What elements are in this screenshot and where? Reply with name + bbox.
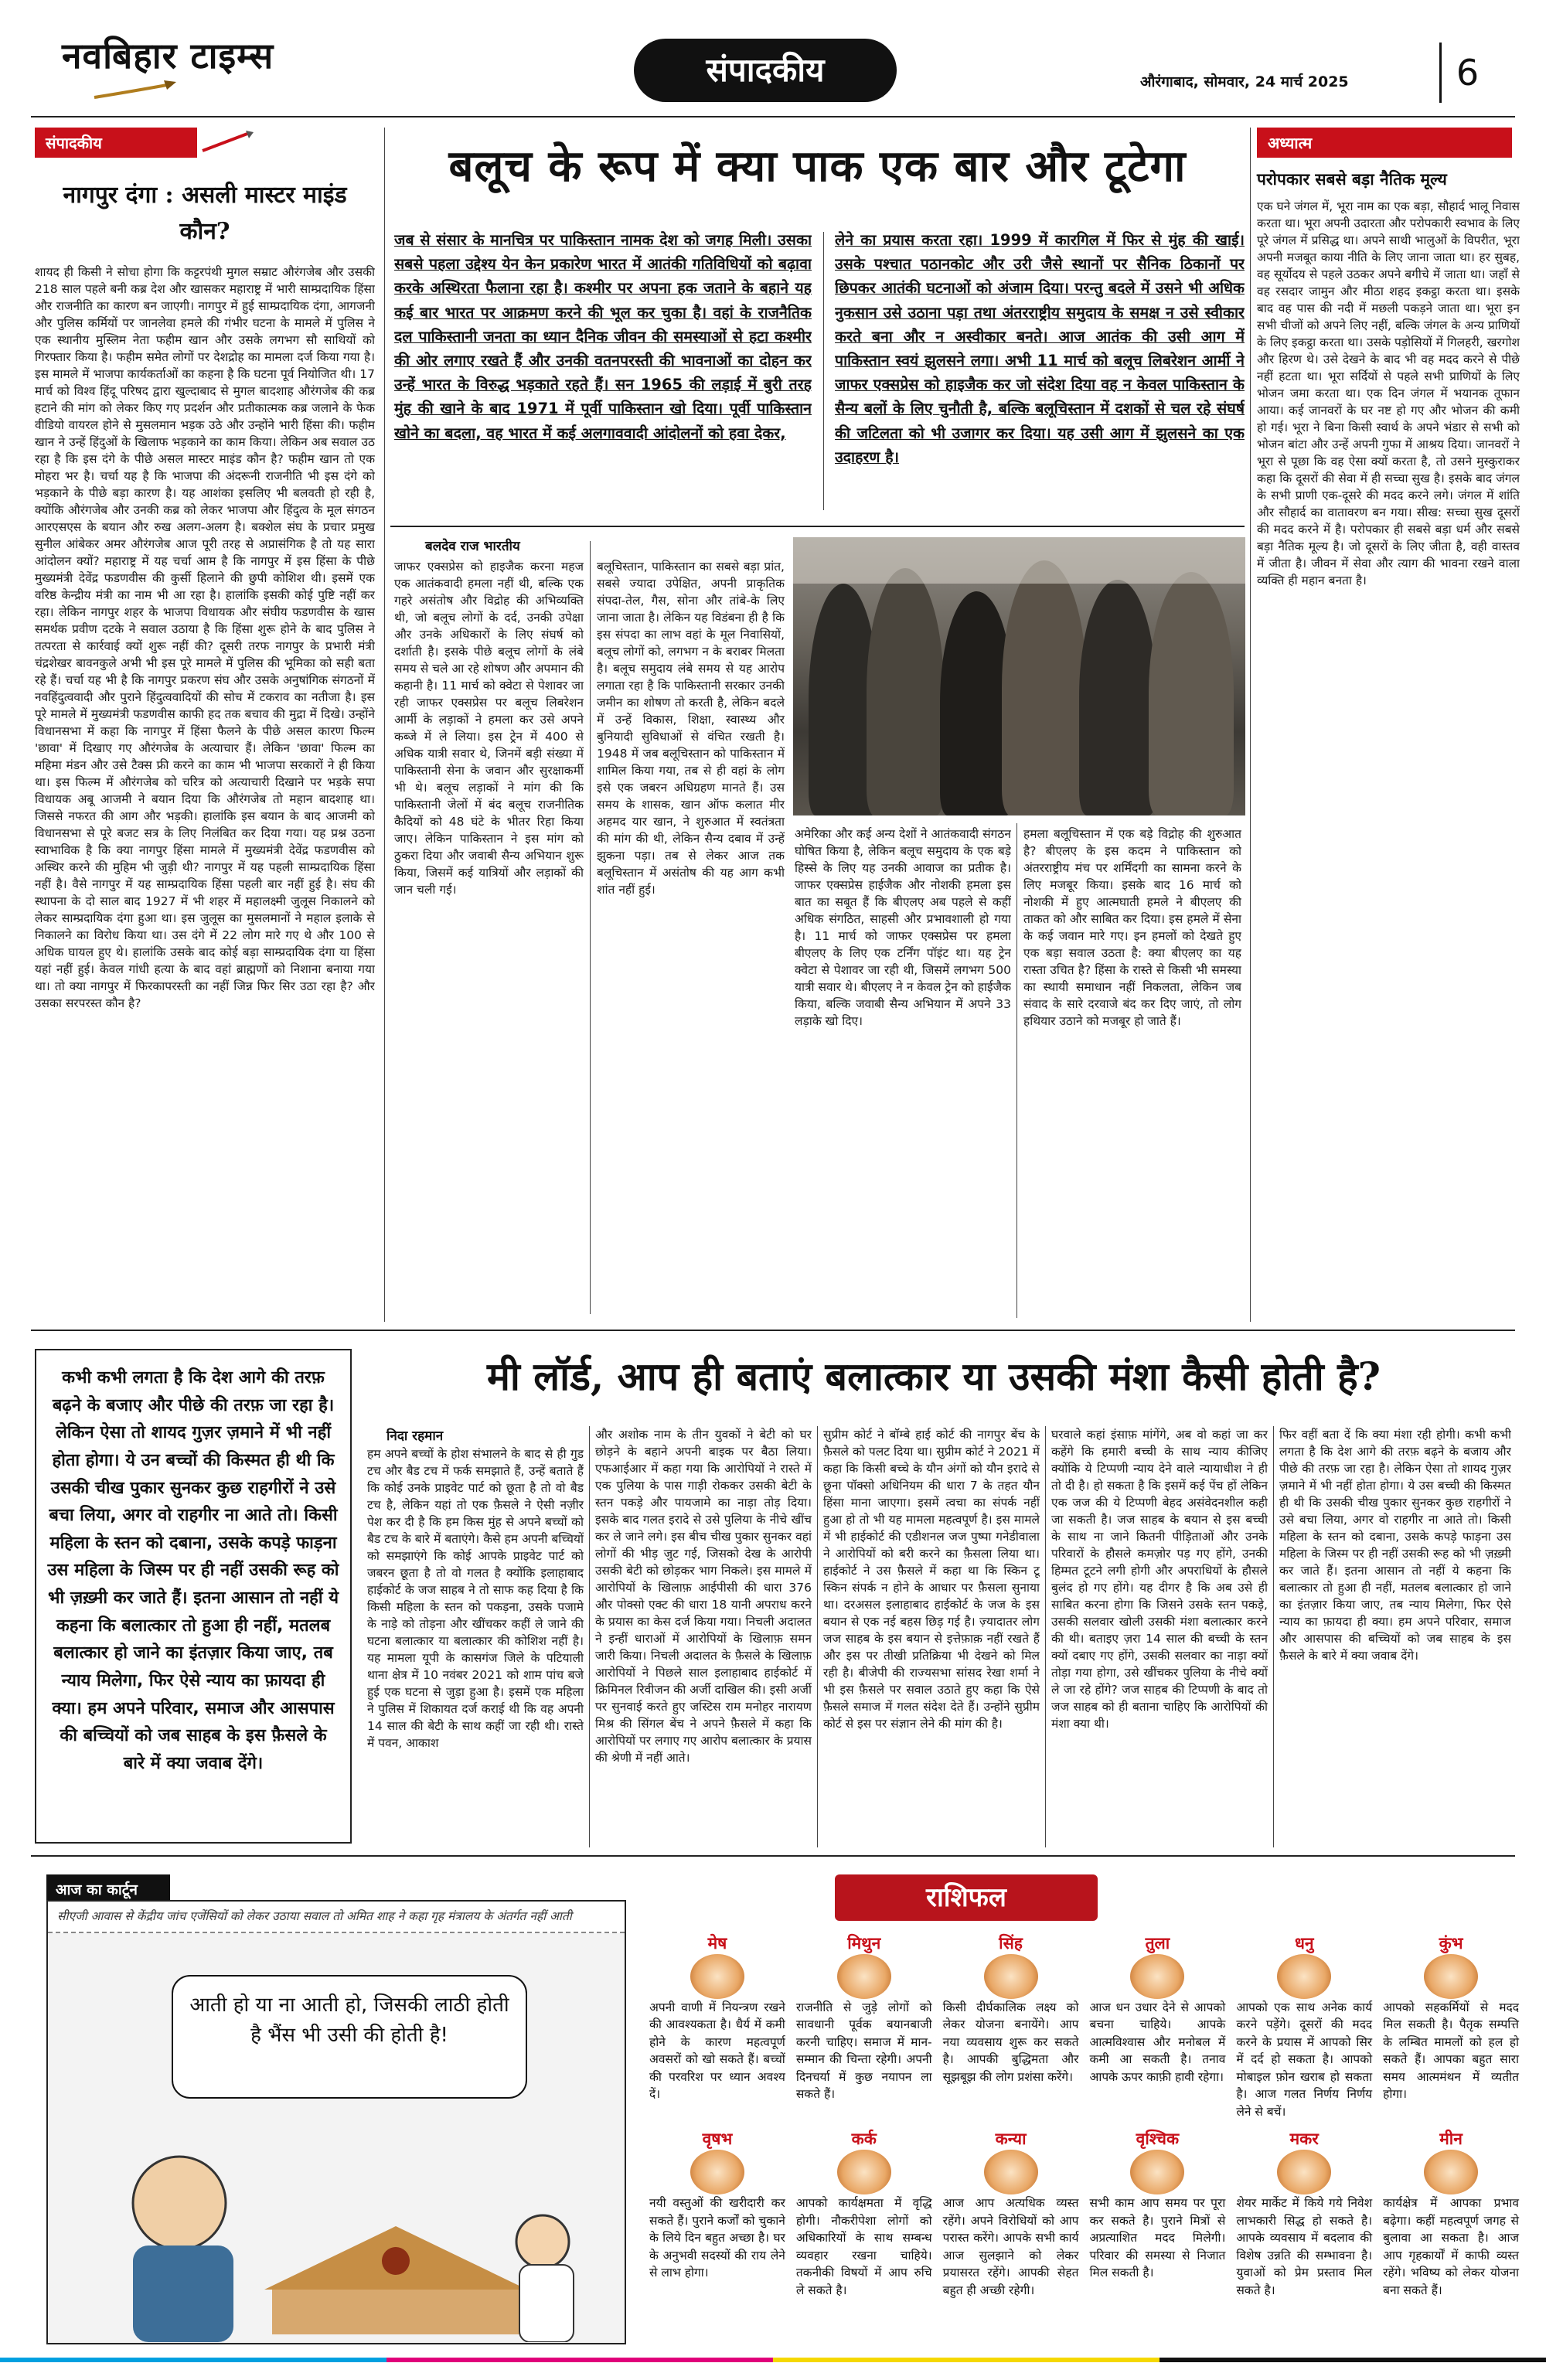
cartoon-panel [46,1900,626,2344]
column-divider [817,1426,818,1847]
rashi-dhanu: धनु आपको एक साथ अनेक कार्य करने पड़ेंगे। दूसरों की मदद करने के प्रयास में आपको सिर में दर्द हो सकता है। आपको मोबाइल फ़ोन खराब हो सकता है। आज गलत निर्णय निर्णय लेने से बचें। [1236,1934,1373,2119]
lead-col-c: अमेरिका और कई अन्य देशों ने आतंकवादी संगठन घोषित किया है, लेकिन बलूच समुदाय के एक बड़े हिस्से के लिए यह उनकी आवाज का प्रतीक है। जाफर एक्सप्रेस हाईजैक और नोशकी हमला इस बात का सबूत हैं कि बीएलए अब पहले से कहीं अधिक संगठित, साहसी और प्रभावशाली हो गया है। 11 मार्च को जाफर एक्सप्रेस पर हमला बीएलए के लिए एक टर्निंग पॉइंट था। यह ट्रेन क्वेटा से पेशावर जा रही थी, जिसमें लगभग 500 यात्री सवार थे। बीएलए ने न केवल ट्रेन को हाईजैक किया, बल्कि जवाबी सैन्य अभियान में अपने 33 लड़ाके खो दिए। [795,827,1011,1028]
rashi-tula: तुला आज धन उधार देने से आपको बचना चाहिये। आपके आत्मविश्वास और मनोबल में कमी आ सकती है। तनाव आपके ऊपर काफ़ी हावी रहेगा। [1089,1934,1226,2084]
adhyatma-headline: परोपकार सबसे बड़ा नैतिक मूल्य [1257,169,1447,189]
second-col-b: और अशोक नाम के तीन युवकों ने बेटी को घर छोड़ने के बहाने अपनी बाइक पर बैठा लिया। एफआईआर में कहा गया कि आरोपियों ने रास्ते में एक पुलिया के पास गाड़ी रोककर उसकी बेटी के स्तन पकड़े और पायजामे का नाड़ा तोड़ दिया। इसके बाद गलत इरादे से उसे पुलिया के नीचे खींच कर ले जाने लगे। इस बीच चीख पुकार सुनकर वहां लोगों की भीड़ जुट गई, जिसको देख के आरोपी उसकी बेटी को छोड़कर भाग निकले। इस मामले में आरोपियों के खिलाफ़ आईपीसी की धारा 376 और पोक्सो एक्ट की धारा 18 यानी अपराध करने के प्रयास का केस दर्ज किया गया। निचली अदालत ने इन्हीं धाराओं में आरोपियों के खिलाफ़ समन जारी किया। निचली अदालत के फ़ैसले के खिलाफ़ आरोपियों ने पिछले साल इलाहाबाद हाईकोर्ट में क्रिमिनल रिवीजन की अर्जी दाखिल की। इसी अर्जी पर सुनवाई करते हुए जस्टिस राम मनोहर नारायण मिश्र की सिंगल बेंच ने अपने फ़ैसले में कहा कि आरोपियों पर लगाए गए आरोप बलात्कार के प्रयास की श्रेणी में नहीं आते। [595,1428,812,1765]
speech-bubble: आती हो या ना आती हो, जिसकी लाठी होती है भैंस भी उसी की होती है! [172,1975,527,2099]
column-divider [590,541,591,1314]
editorial-headline: नागपुर दंगा : असली मास्टर माइंड कौन? [63,182,347,245]
pullquote-box [35,1349,352,1844]
second-col-e: फिर वहीं बता दें कि क्या मंशा रही होगी। कभी कभी लगता है कि देश आगे की तरफ़ बढ़ने के बजाय और पीछे की तरफ़ जा रहा है। लेकिन ऐसा तो शायद गुज़र ज़माने में भी नहीं होता होगा। ये उस बच्ची की किस्मत ही थी कि उसकी चीख पुकार सुनकर कुछ राहगीरों ने उसे बचा लिया, अगर वो राहगीर ना आते तो। किसी महिला के स्तन को दबाना, उसके कपड़े फाड़ना उस महिला के जिस्म पर ही नहीं उसकी रूह को भी ज़ख़्मी कर जाते हैं। इतना आसान तो नहीं ये कहना कि बलात्कार तो हुआ ही नहीं, मतलब बलात्कार हो जाने का इंतज़ार किया जाए, तब न्याय मिलेगा, फिर ऐसे न्याय का फ़ायदा ही क्या। हम अपने परिवार, समाज और आसपास की बच्चियों को जब साहब के इस फ़ैसले के बारे में क्या जवाब देंगे। [1279,1428,1511,1663]
rashi-singh: सिंह किसी दीर्घकालिक लक्ष्य को लेकर योजना बनायेंगे। आप नया व्यवसाय शुरू कर सकते है। आपकी बुद्धिमता और सूझबूझ की लोग प्रशंसा करेंगे। [942,1934,1079,2084]
column-divider [384,128,385,1322]
column-divider [589,1426,590,1847]
archer-icon [1277,1954,1331,1999]
rashi-kumbh: कुंभ आपको सहकर्मियों से मदद मिल सकती है। पैतृक सम्पत्ति के लम्बित मामलों को हल हो सकते हैं। आपका बहुत सारा समय आत्ममंथन में व्यतीत होगा। [1383,1934,1519,2102]
second-byline: निदा रहमान [386,1428,444,1444]
crab-icon [837,2150,891,2194]
pullquote: कभी कभी लगता है कि देश आगे की तरफ़ बढ़ने के बजाए और पीछे की तरफ़ जा रहा है। लेकिन ऐसा तो शायद गुज़र ज़माने में भी नहीं होता होगा। ये उन बच्चों की किस्मत ही थी कि उसकी चीख पुकार सुनकर कुछ राहगीरों ने उसे बचा लिया, अगर वो राहगीर ना आते तो। किसी महिला के स्तन को दबाना, उसके कपड़े फाड़ना उस महिला के जिस्म पर ही नहीं उसकी रूह को भी ज़ख़्मी कर जाते हैं। इतना आसान तो नहीं ये कहना कि बलात्कार तो हुआ ही नहीं, मतलब बलात्कार हो जाने का इंतज़ार किया जाए, तब न्याय मिलेगा, फिर ऐसे न्याय का फ़ायदा ही क्या। हम अपने परिवार, समाज और आसपास की बच्चियों को जब साहब के इस फ़ैसले के बारे में क्या जवाब देंगे। [47,1368,339,1773]
adhyatma-column [1257,128,1520,1322]
page-number: 6 [1439,43,1493,103]
intro-rule [390,526,1245,527]
masthead-rule [31,116,1515,117]
column-divider [1250,128,1251,1322]
cartoon-illustration [71,2110,604,2342]
editorial-column [35,128,375,1326]
second-col-d: घरवाले कहां इंसाफ़ मांगेंगे, अब वो कहां जा कर कहेंगे कि हमारी बच्ची के साथ न्याय कीजिए क्योंकि ये टिप्पणी न्याय देने वाले न्यायाधीश ने ही तो दी है। हो सकता है कि इसमें कई पेंच हों लेकिन एक जज की ये टिप्पणी बेहद असंवेदनशील कही जा सकती है। जज साहब के बयान से इस बच्ची के साथ ना जाने कितनी पीड़िताओं और उनके परिवारों के हौसले कमज़ोर पड़ गए होंगे, उनकी हिम्मत टूटने लगी होगी और अपराधियों के हौसले बुलंद हो गए होंगे। यह दीगर है कि अब उसे ही साबित करना होगा कि जिसने उसके स्तन पकड़े, उसकी सलवार खोली उसकी मंशा बलात्कार करने की थी। बताइए ज़रा 14 साल की बच्ची के स्तन क्यों दबाए गए होंगे, उसकी सलवार का नाड़ा क्यों तोड़ा गया होगा, उसे खींचकर पुलिया के नीचे क्यों ले जा रहे होंगे? जज साहब की टिप्पणी के बाद तो जज साहब को ही बताना चाहिए कि आरोपियों की मंशा क्या थी। [1051,1428,1268,1731]
lion-icon [984,1954,1038,1999]
lead-intro-right: लेने का प्रयास करता रहा। 1999 में कारगिल में फिर से मुंह की खाई। उसके पश्चात पठानकोट और उरी जैसे स्थानों पर सैनिक ठिकानों पर छिपकर आतंकी घटनाओं को अंजाम दिया। परन्तु बदले में उसने भी अधिक नुकसान उसे उठाना पड़ा तथा अंतरराष्ट्रीय समुदाय के समक्ष न उसे स्वीकार करते बना और न अस्वीकार बनते। आज आतंक की उसी आग में पाकिस्तान स्वयं झुलसने लगा। अभी 11 मार्च को बलूच लिबरेशन आर्मी ने जाफर एक्सप्रेस को हाइजैक कर जो संदेश दिया वह न केवल पाकिस्तान के सैन्य बलों के लिए चुनौती है, बल्कि बलूचिस्तान में दशकों से चल रहे संघर्ष की जटिलता को भी उजागर कर दिया। यह उसी आग में झुलसने का एक उदाहरण है। [835,231,1245,466]
section-banner: संपादकीय [634,39,897,102]
brand-name: नवबिहार टाइम्स [62,35,274,77]
editorial-body: शायद ही किसी ने सोचा होगा कि कट्टरपंथी मुगल सम्राट औरंगजेब और उसकी 218 साल पहले बनी कब्र देश और खासकर महाराष्ट्र में भारी साम्प्रदायिक हिंसा और राजनीति का कारण बन जाएगी। नागपुर में हुई साम्प्रदायिक दंगा, आगजनी और पुलिस कर्मियों पर जानलेवा हमले की गंभीर घटना के मामले में पुलिस ने एक स्थानीय मुस्लिम नेता फहीम खान और उसके लगभग सौ साथियों को गिरफ्तार किया है। फहीम समेत लोगों पर देशद्रोह का मामला दर्ज किया गया है। इस मामले में भाजपा कार्यकर्ताओं का कहना है कि घटना पूर्व नियोजित थी। 17 मार्च को विश्व हिंदू परिषद द्वारा खुल्दाबाद से मुगल बादशाह औरंगजेब की कब्र हटाने की मांग को लेकर किए गए प्रदर्शन और प्रतीकात्मक कब्र जलाने के फेक वीडियो वायरल होने से मुसलमान भड़क उठे और उन्होंने भारी हिंसा की। फहीम खान ने उन्हें हिंदुओं के खिलाफ भड़काने का काम किया। लेकिन अब सवाल उठ रहा है कि इस दंगे के पीछे असल मास्टर माइंड कौन है? फहीम खान तो एक मोहरा भर है। चर्चा यह है कि भाजपा की अंदरूनी राजनीति भी इस दंगे को भड़काने के पीछे बड़ा कारण है। यह आशंका इसलिए भी बलवती हो रही है, क्योंकि औरंगजेब और उनकी कब्र को लेकर भाजपा और हिंदुत्व के मूल संगठन आरएसएस के बयान और रुख अलग-अलग है। बक्शेल संघ के प्रचार प्रमुख सुनील आंबेकर अमर औरंगजेब आज पूरी तरह से अप्रासंगिक है तो यह सारा आंदोलन क्यों? महाराष्ट्र में यह चर्चा आम है कि नागपुर में इस हिंसा के पीछे मुख्यमंत्री देवेंद्र फडणवीस की कुर्सी हिलाने की छुपी कोशिश थी। इसमें एक वरिष्ठ केन्द्रीय मंत्री का नाम भी आ रहा है। हालांकि इसकी कोई पुष्टि नहीं कर रहा। लेकिन नागपुर शहर के भाजपा विधायक और संघीय फडणवीस के खास समर्थक प्रवीण दटके ने सवाल उठाया है कि हिंसा शुरू होने के बाद पुलिस ने तत्परता से कार्रवाई क्यों शुरू नहीं की? दूसरी तरफ नागपुर के प्रभारी मंत्री चंद्रशेखर बावनकुले अभी भी इस पूरे मामले में पुलिस की भूमिका को सही बता रहे हैं। चर्चा यह भी है कि नागपुर प्रकरण संघ और उसके अनुषांगिक संगठनों में नवहिंदुत्ववादी और पुराने हिंदुत्ववादियों की सोच में टकराव का नतीजा है। इस पूरे मामले में मुख्यमंत्री फडणवीस काफी हद तक बचाव की मुद्रा में दिखे। उन्होंने विधानसभा में कहा कि नागपुर में हिंसा फैलने के पीछे असल कारण फिल्म 'छावा' में दिखाए गए औरंगजेब के अत्याचार हैं। लेकिन 'छावा' फिल्म का महिमा मंडन और उसे टैक्स फ्री करने का काम भी भाजपा सरकारों ने ही किया था। इस फिल्म में औरंगजेब को चरित्र को अत्याचारी दिखाने पर भड़के सपा विधायक अबू आजमी ने बयान दिया कि औरंगजेब तो महान बादशाह था। जिससे नफरत की आग और भड़की। हालांकि इस बयान के बाद आजमी को विधानसभा से पूरे बजट सत्र के लिए निलंबित कर दिया गया। यह प्रश्न उठना स्वाभाविक है कि क्या नागपुर हिंसा मामले में मुख्यमंत्री देवेंद्र फडणवीस को अस्थिर करने की मुहिम भी जुड़ी थी? नागपुर में यह पहली साम्प्रदायिक हिंसा नहीं है। वैसे नागपुर में यह साम्प्रदायिक हिंसा पहली बार नहीं हुई है। संघ की स्थापना के दो साल बाद 1927 में भी शहर में महालक्ष्मी जुलूस निकालने को लेकर साम्प्रदायिक दंगा हुआ था। इस जुलूस का मुसलमानों ने महाल इलाके से निकालने का विरोध किया था। उस दंगे में 22 लोग मारे गए थे और 100 से अधिक घायल हुए थे। हालांकि उसके बाद कोई बड़ा साम्प्रदायिक दंगा या हिंसा यहां नहीं हुई। केवल गांधी हत्या के बाद वहां ब्राह्मणों को निशाना बनाया गया था। तो क्या नागपुर में फिरकापरस्ती का नहीं जिन्न फिर सिर उठा रहा है? और उसका सरपरस्त कौन है? [35,265,375,1010]
maiden-icon [984,2150,1038,2194]
print-color-bar [0,2358,1546,2362]
ram-icon [690,1954,744,1999]
lead-intro-left: जब से संसार के मानचित्र पर पाकिस्तान नामक देश को जगह मिली। उसका सबसे पहला उद्देश्य येन केन प्रकारेण भारत में आतंकी गतिविधियों को बढ़ावा करके अस्थिरता फैलाना रहा है। कश्मीर पर अपना हक जताने के बहाने यह कई बार भारत पर आक्रमण करने की भूल कर चुका है। वहां के राजनैतिक दल पाकिस्तानी जनता का ध्यान दैनिक जीवन की समस्याओं से हटा कश्मीर की ओर लगाए रखते हैं और उनकी वतनपरस्ती की भावनाओं का दोहन कर उन्हें भारत के विरुद्ध भड़काते रहते हैं। सन 1965 की लड़ाई में बुरी तरह मुंह की खाने के बाद 1971 में पूर्वी पाकिस्तान खो दिया। पूर्वी पाकिस्तान खोने का बदला, वह भारत में कई अलगाववादी आंदोलनों को हवा देकर, [394,231,812,442]
rashi-kanya: कन्या आज आप अत्यधिक व्यस्त रहेंगे। अपने विरोधियों को आप परास्त करेंगे। आपके सभी कार्य आज सुलझाने को लेकर प्रयासरत रहेंगे। आपकी सेहत बहुत ही अच्छी रहेगी। [942,2130,1079,2297]
scales-icon [1130,1954,1184,1999]
second-col-c: सुप्रीम कोर्ट ने बॉम्बे हाई कोर्ट की नागपुर बेंच के फ़ैसले को पलट दिया था। सुप्रीम कोर्ट ने 2021 में कहा कि किसी बच्चे के यौन अंगों को यौन इरादे से छूना पॉक्सो अधिनियम की धारा 7 के तहत यौन हिंसा माना जाएगा। इसमें त्वचा का संपर्क नहीं हुआ हो तो भी यह मामला महत्वपूर्ण है। इस मामले में भी हाईकोर्ट की एडीशनल जज पुष्पा गनेडीवाला ने आरोपियों को बरी करने का फ़ैसला लिया था। हाईकोर्ट ने उस फ़ैसले में कहा था कि स्किन टू स्किन संपर्क न होने के आधार पर फ़ैसला सुनाया था। दरअसल इलाहाबाद हाईकोर्ट के जज के इस बयान से एक नई बहस छिड़ गई है। ज़्यादातर लोग जज साहब के इस बयान से इत्तेफ़ाक़ नहीं रखते हैं और इस पर तीखी प्रतिक्रिया भी देखने को मिल रही है। बीजेपी की राज्यसभा सांसद रेखा शर्मा ने भी इस फ़ैसले पर सवाल उठाते हुए कहा कि ऐसे फ़ैसले समाज में गलत संदेश देते हैं। उन्होंने सुप्रीम कोर्ट से इस पर संज्ञान लेने की मांग की है। [823,1428,1040,1731]
column-divider [1273,1426,1274,1847]
lead-byline: बलदेव राज भारतीय [425,539,520,554]
rashifal-title: राशिफल [835,1874,1098,1921]
adhyatma-body: एक घने जंगल में, भूरा नाम का एक बड़ा, सौहार्द भालू निवास करता था। भूरा अपनी उदारता और परोपकारी स्वभाव के लिए पूरे जंगल में प्रसिद्ध था। अपने साथी भालुओं के विपरीत, भूरा अपनी मजबूत काया नीति के लिए जाना जाता था। हर सुबह, वह सूर्योदय से पहले उठकर अपने बगीचे में जाता था। जहाँ से वह रसदार जामुन और मीठा शहद इकट्ठा करता था। इसके बाद वह पास की नदी में मछली पकड़ने जाता था। भूरा इन सभी चीजों को अपने लिए नहीं, बल्कि जंगल के अन्य प्राणियों के लिए इकट्ठा करता था। उसके पड़ोसियों में गिलहरी, खरगोश और हिरण थे। उसे देखने के बाद भी वह मदद करने से पीछे नहीं हटता था। भूरा सर्दियों से पहले सभी प्राणियों के लिए भोजन जमा करता था। एक दिन जंगल में भयानक तूफान आया। कई जानवरों के घर नष्ट हो गए और भोजन की कमी हो गई। भूरा ने बिना किसी स्वार्थ के अपने भंडार से सभी को भोजन बांटा और उन्हें अपनी गुफा में आश्रय दिया। जानवरों ने भूरा से पूछा कि वह ऐसा क्यों करता है, तो उसने मुस्कुराकर कहा कि दूसरों की सेवा में ही सच्चा सुख है। इसके बाद जंगल के सभी प्राणी एक-दूसरे की मदद करने लगे। जंगल में शांति और सौहार्द का वातावरण बन गया। सीख: सच्चा सुख दूसरों की मदद करने में है। परोपकार ही सबसे बड़ा धर्म और सबसे बड़ा नैतिक मूल्य है। जो दूसरों के लिए जीता है, वही वास्तव में जीता है। जीवन में सेवा और त्याग की भावना रखने वाला व्यक्ति ही महान बनता है। [1257,199,1520,587]
lead-headline: बलूच के रूप में क्या पाक एक बार और टूटेगा [448,141,1187,192]
section-rule [31,1855,1515,1857]
rashi-meen: मीन कार्यक्षेत्र में आपका प्रभाव बढ़ेगा। कहीं महत्वपूर्ण जगह से बुलावा आ सकता है। आज आप गृहकार्यों में काफी व्यस्त रहेंगे। भविष्य को लेकर योजना बना सकते हैं। [1383,2130,1519,2297]
bull-icon [690,2150,744,2194]
goat-icon [1277,2150,1331,2194]
fish-icon [1424,2150,1478,2194]
lead-col-b: बलूचिस्तान, पाकिस्तान का सबसे बड़ा प्रांत, सबसे ज्यादा उपेक्षित, अपनी प्राकृतिक संपदा-तेल, गैस, सोना और तांबे-के लिए जाना जाता है। लेकिन यह विडंबना ही है कि इस संपदा का लाभ वहां के मूल निवासियों, बलूच लोगों को, लगभग न के बराबर मिलता है। बलूच समुदाय लंबे समय से यह आरोप लगाता रहा है कि पाकिस्तानी सरकार उनकी जमीन का शोषण तो करती है, लेकिन बदले में उन्हें विकास, शिक्षा, स्वास्थ्य और बुनियादी सुविधाओं से वंचित रखती है। 1948 में जब बलूचिस्तान को पाकिस्तान में शामिल किया गया, तब से ही वहां के लोग इसे एक जबरन अधिग्रहण मानते हैं। उस समय के शासक, खान ऑफ कलात मीर अहमद यार खान, ने शुरुआत में स्वतंत्रता की मांग की थी, लेकिन सैन्य दबाव में उन्हें झुकना पड़ा। तब से लेकर आज तक बलूचिस्तान में असंतोष की यह आग कभी शांत नहीं हुई। [597,560,785,897]
pen-icon [201,129,255,155]
section-rule [31,1330,1515,1331]
water-pot-icon [1424,1954,1478,1999]
adhyatma-tab: अध्यात्म [1257,128,1512,158]
rashi-makar: मकर शेयर मार्केट में किये गये निवेश लाभकारी सिद्ध हो सकते है। आपके व्यवसाय में बदलाव की विशेष उन्नति की सम्भावना है। युवाओं को प्रेम प्रस्ताव मिल सकते है। [1236,2130,1373,2297]
dateline: औरंगाबाद, सोमवार, 24 मार्च 2025 [1140,73,1349,90]
intro-divider [823,232,824,510]
scorpion-icon [1130,2150,1184,2194]
pen-nib-icon [93,74,178,105]
lead-col-a: जाफर एक्सप्रेस को हाइजैक करना महज एक आतंकवादी हमला नहीं थी, बल्कि एक गहरे असंतोष और विद्रोह की अभिव्यक्ति थी, जो बलूच लोगों के दर्द, उनकी उपेक्षा और उनके अधिकारों के लिए संघर्ष को दर्शाती है। इसके पीछे बलूच लोगों के लंबे समय से चले आ रहे शोषण और अपमान की कहानी है। 11 मार्च को क्वेटा से पेशावर जा रही जाफर एक्सप्रेस पर बलूच लिबरेशन आर्मी के लड़ाकों ने हमला कर उसे अपने कब्जे में ले लिया। इस ट्रेन में 400 से अधिक यात्री सवार थे, जिनमें बड़ी संख्या में पाकिस्तानी सेना के जवान और सुरक्षाकर्मी भी थे। बलूच लड़ाकों ने मांग की कि पाकिस्तानी जेलों में बंद बलूच राजनीतिक कैदियों को 48 घंटे के भीतर रिहा किया जाए। लेकिन पाकिस्तान ने इस मांग को ठुकरा दिया और जवाबी सैन्य अभियान शुरू किया, जिसमें कई यात्रियों और लड़ाकों की जान चली गई। [394,560,584,897]
rashi-mithun: मिथुन राजनीति से जुड़े लोगों को सावधानी पूर्वक बयानबाजी करनी चाहिए। समाज में मान-सम्मान की चिन्ता रहेगी। अपनी दिनचर्या में कुछ नयापन ला सकते हैं। [795,1934,932,2102]
lead-col-d: हमला बलूचिस्तान में एक बड़े विद्रोह की शुरुआत है? बीएलए के इस कदम ने पाकिस्तान को अंतरराष्ट्रीय मंच पर शर्मिंदगी का सामना करने के लिए मजबूर किया। इसके बाद 16 मार्च को नोशकी में हुए आत्मघाती हमले ने बीएलए की ताकत को और साबित कर दिया। इस हमले में सेना के कई जवान मारे गए। इन हमलों को देखते हुए एक बड़ा सवाल उठता है: क्या बीएलए का यह रास्ता उचित है? हिंसा के रास्ते से किसी भी समस्या का स्थायी समाधान नहीं निकलता, लेकिन जब संवाद के सारे दरवाजे बंद कर दिए जाएं, तो लोग हथियार उठाने को मजबूर हो जाते हैं। [1023,827,1241,1028]
second-headline: मी लॉर्ड, आप ही बताएं बलात्कार या उसकी मंशा कैसी होती है? [487,1353,1381,1399]
cartoon-caption: सीएजी आवास से केंद्रीय जांच एजेंसियों को लेकर उठाया सवाल तो अमित शाह ने कहा गृह मंत्रालय के अंतर्गत नहीं आती [48,1902,625,1933]
column-divider [1045,1426,1046,1847]
rashi-vrishchik: वृश्चिक सभी काम आप समय पर पूरा कर सकते है। पुराने मित्रों से अप्रत्याशित मदद मिलेगी। परिवार की समस्या से निजात मिल सकती है। [1089,2130,1226,2280]
rashi-kark: कर्क आपको कार्यक्षमता में वृद्धि होगी। नौकरीपेशा लोगों को अधिकारियों के साथ सम्बन्ध व्यवहार रखना चाहिये। तकनीकी विषयों में आप रुचि ले सकते है। [795,2130,932,2297]
rashi-mesh: मेष अपनी वाणी में नियन्त्रण रखने की आवश्यकता है। धैर्य में कमी होने के कारण महत्वपूर्ण अवसरों को खो सकते हैं। बच्चों की परवरिश पर ध्यान अवश्य दें। [649,1934,785,2102]
rashi-vrishabh: वृषभ नयी वस्तुओं की खरीदारी कर सकते हैं। पुराने कर्जों को चुकाने के लिये दिन बहुत अच्छा है। घर के अनुभवी सदस्यों की राय लेने से लाभ होगा। [649,2130,785,2280]
baloch-fighters-photo [793,537,1245,815]
twins-icon [837,1954,891,1999]
rashifal-grid [649,1932,1519,2350]
column-divider [1016,823,1017,1318]
cartoon-tab: आज का कार्टून [46,1874,170,1904]
second-col-a: हम अपने बच्चों के होश संभालने के बाद से ही गुड टच और बैड टच में फर्क समझाते हैं, उन्हें बताते हैं कि कोई उनके प्राइवेट पार्ट को छूता है तो वो बैड टच है, लेकिन यहां तो एक फ़ैसले ने ऐसी नज़ीर पेश कर दी है कि हम किस मुंह से अपने बच्चों को बैड टच के बारे में बताएंगे। कैसे हम अपनी बच्चियों को समझाएंगे कि कोई आपके प्राइवेट पार्ट को जबरन छूता है तो वो गलत है क्योंकि इलाहाबाद हाईकोर्ट के जज साहब ने तो साफ कह दिया है कि किसी महिला के स्तन को पकड़ना, उसके पजामे के नाड़े को तोड़ना और खींचकर कहीं ले जाने की घटना बलात्कार या बलात्कार की कोशिश नहीं है। यह मामला यूपी के कासगंज जिले के पटियाली थाना क्षेत्र में 10 नवंबर 2021 को शाम पांच बजे हुई एक घटना से जुड़ा हुआ है। इसमें एक महिला ने पुलिस में शिकायत दर्ज कराई थी कि वह अपनी 14 साल की बेटी के साथ कहीं जा रही थी। रास्ते में पवन, आकाश [367,1447,584,1750]
editorial-tab: संपादकीय [35,128,197,158]
